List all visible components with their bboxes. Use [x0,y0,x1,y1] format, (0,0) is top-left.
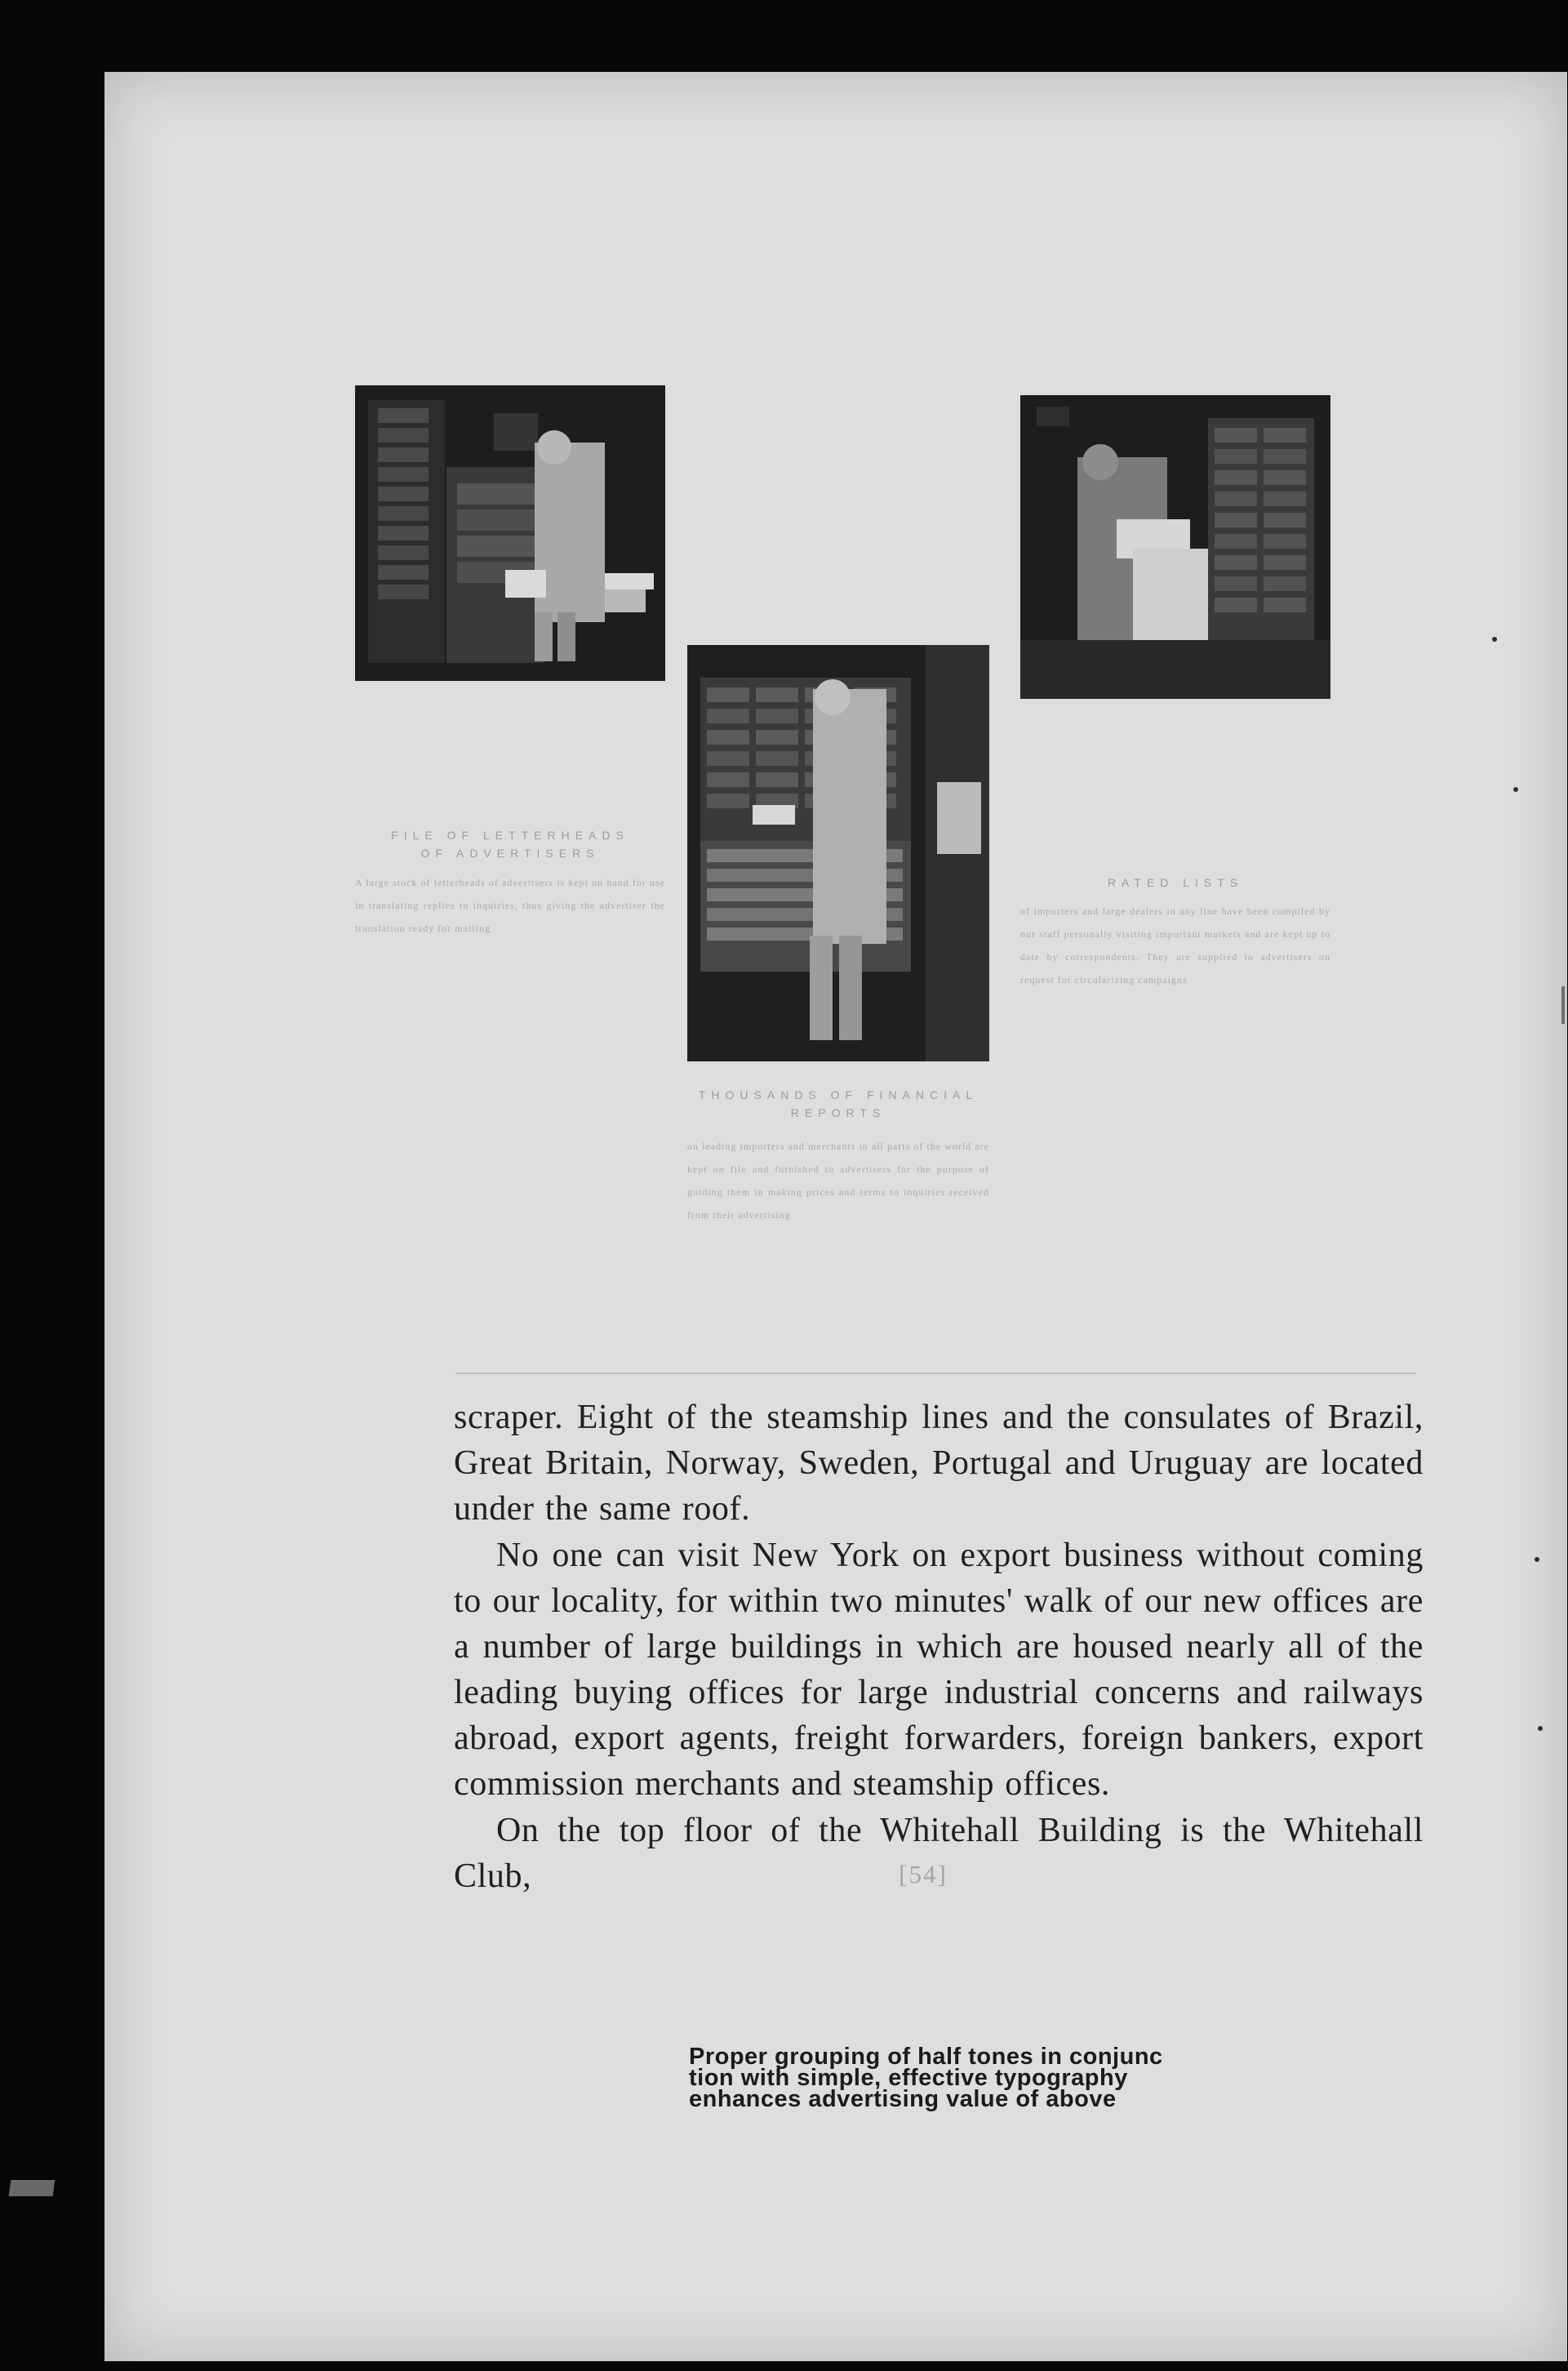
photo-caption: on leading importers and merchants in all parts of the world are kept on file and furnished to advertisers for the purpose of guiding them in making prices and terms to inquiries received from their advertising [687,1141,989,1221]
margin-mark [1538,1726,1543,1731]
photo-title: THOUSANDS OF FINANCIAL REPORTS [698,1088,979,1119]
margin-mark [1492,637,1497,642]
body-paragraph-3: On the top floor of the Whitehall Building is the Whitehall Club, [454,1812,1424,1895]
margin-mark [1535,1557,1539,1562]
corner-mark [9,2180,56,2196]
photo-card-financial-reports [687,645,989,1363]
footer-note-line-3: enhances advertising value of above [689,2086,1117,2112]
footer-note-line-1: Proper grouping of half tones in conjunc [689,2044,1163,2070]
financial-reports-photo [687,645,989,1061]
rated-lists-photo [1020,395,1330,699]
edge-mark [1561,986,1565,1024]
letterhead-file-photo [355,385,665,681]
photo-title: RATED LISTS [1107,876,1244,889]
photo-card-letterheads [355,385,665,1060]
body-text [454,1395,1424,1900]
photo-caption: of importers and large dealers in any line have been compiled by our staff personally visiting important markets and are kept up to date by correspondents. They are supplied to advertisers on request for circularizing campaigns [1020,905,1330,985]
photo-card-rated-lists [1020,395,1330,1058]
body-paragraph-1: scraper. Eight of the steamship lines and the consulates of Brazil, Great Britain, Norway, Sweden, Portugal and Uruguay are located under the same roof. [454,1399,1424,1528]
document-page [104,72,1567,2361]
footer-note-line-2: tion with simple, effective typography [689,2065,1128,2091]
footer-note [689,2046,1172,2110]
section-divider [455,1372,1416,1374]
body-paragraph-2: No one can visit New York on export business without coming to our locality, for within two minutes' walk of our new offices are a number of large buildings in which are housed nearly all of the leading buying offices for large industrial concerns and railways abroad, export agents, freight forwarders, foreign bankers, export commission merchants and steamship offices. [454,1537,1424,1803]
photo-title: FILE OF LETTERHEADS OF ADVERTISERS [391,829,629,860]
top-border [0,0,1568,72]
margin-mark [1513,787,1518,792]
page-number: [54] [899,1860,948,1888]
photo-caption: A large stock of letterheads of advertisers is kept on hand for use in translating replies to inquiries, thus giving the advertiser the translation ready for mailing [355,877,665,934]
